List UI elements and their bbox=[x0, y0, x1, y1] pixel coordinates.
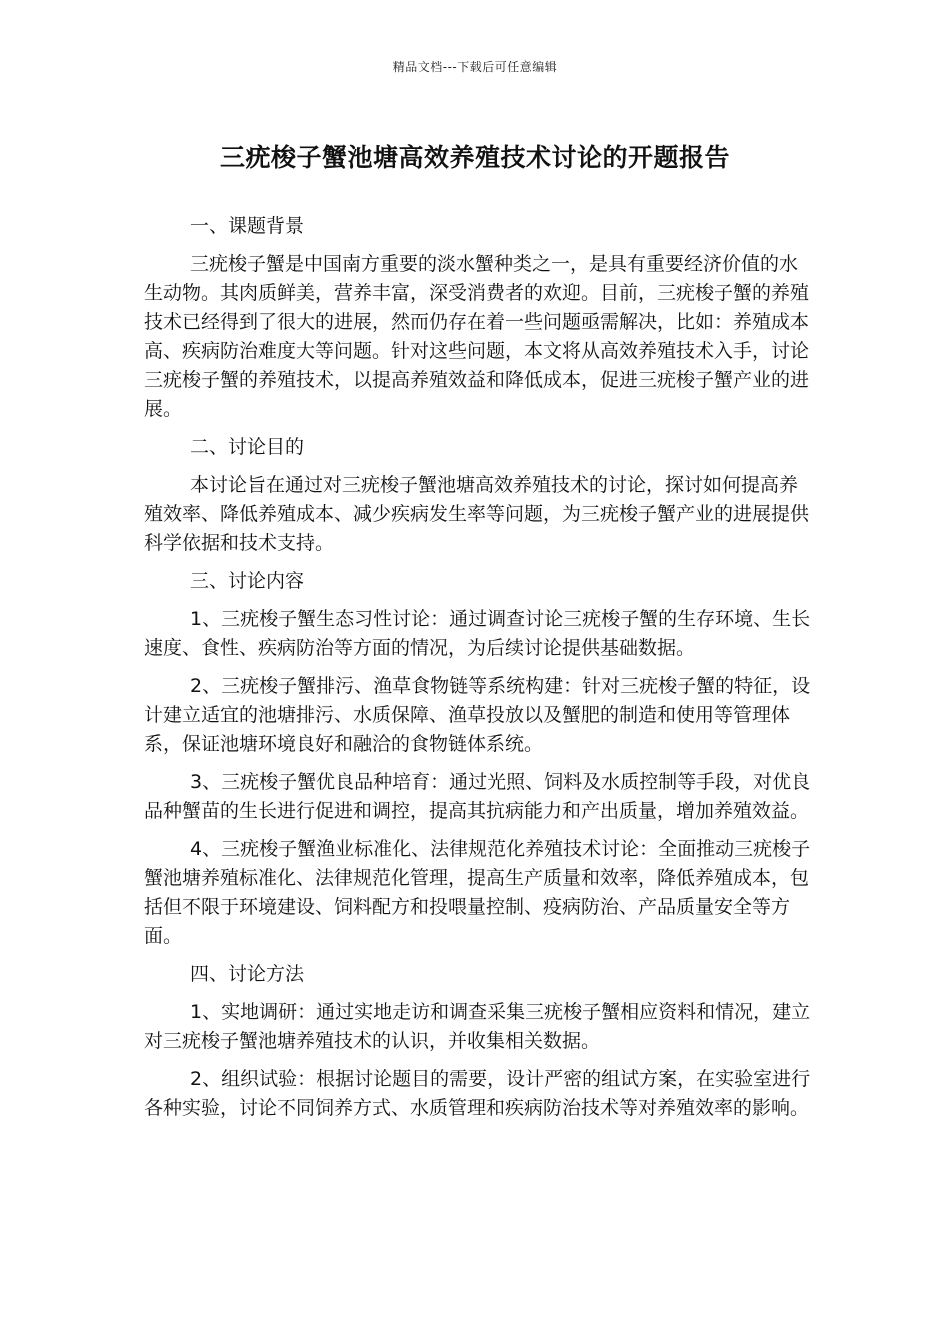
document-title: 三疣梭子蟹池塘高效养殖技术讨论的开题报告 bbox=[219, 143, 730, 172]
paragraph: 2、组织试验：根据讨论题目的需要，设计严密的组试方案，在实验室进行各种实验，讨论不同饲养方式、水质管理和疾病防治技术等对养殖效率的影响。 bbox=[144, 1068, 811, 1119]
section-heading: 二、讨论目的 bbox=[190, 436, 305, 458]
paragraph: 3、三疣梭子蟹优良品种培育：通过光照、饲料及水质控制等手段，对优良品种蟹苗的生长进行促进和调控，提高其抗病能力和产出质量，增加养殖效益。 bbox=[144, 771, 811, 822]
section-background bbox=[144, 212, 812, 424]
section-purpose bbox=[144, 433, 812, 558]
section-methods bbox=[144, 960, 812, 1123]
section-heading: 四、讨论方法 bbox=[190, 963, 305, 985]
paragraph: 三疣梭子蟹是中国南方重要的淡水蟹种类之一，是具有重要经济价值的水生动物。其肉质鲜美，营养丰富，深受消费者的欢迎。目前，三疣梭子蟹的养殖技术已经得到了很大的进展，然而仍存在着一些问题亟需解决，比如：养殖成本高、疾病防治难度大等问题。针对这些问题，本文将从高效养殖技术入手，讨论三疣梭子蟹的养殖技术，以提高养殖效益和降低成本，促进三疣梭子蟹产业的进展。 bbox=[144, 253, 810, 420]
section-heading: 一、课题背景 bbox=[190, 215, 305, 237]
section-content bbox=[144, 567, 812, 951]
paragraph: 4、三疣梭子蟹渔业标准化、法律规范化养殖技术讨论：全面推动三疣梭子蟹池塘养殖标准化、法律规范化管理，提高生产质量和效率，降低养殖成本，包括但不限于环境建设、饲料配方和投喂量控制、疫病防治、产品质量安全等方面。 bbox=[144, 838, 811, 947]
paragraph: 本讨论旨在通过对三疣梭子蟹池塘高效养殖技术的讨论，探讨如何提高养殖效率、降低养殖成本、减少疾病发生率等问题，为三疣梭子蟹产业的进展提供科学依据和技术支持。 bbox=[144, 474, 810, 554]
document-body bbox=[144, 212, 812, 1132]
header-note: 精品文档---下载后可任意编辑 bbox=[392, 60, 558, 74]
paragraph: 1、三疣梭子蟹生态习性讨论：通过调查讨论三疣梭子蟹的生存环境、生长速度、食性、疾病防治等方面的情况，为后续讨论提供基础数据。 bbox=[144, 608, 811, 659]
paragraph: 2、三疣梭子蟹排污、渔草食物链等系统构建：针对三疣梭子蟹的特征，设计建立适宜的池塘排污、水质保障、渔草投放以及蟹肥的制造和使用等管理体系，保证池塘环境良好和融洽的食物链体系统。 bbox=[144, 675, 811, 755]
section-heading: 三、讨论内容 bbox=[190, 570, 305, 592]
paragraph: 1、实地调研：通过实地走访和调查采集三疣梭子蟹相应资料和情况，建立对三疣梭子蟹池塘养殖技术的认识，并收集相关数据。 bbox=[144, 1001, 811, 1052]
